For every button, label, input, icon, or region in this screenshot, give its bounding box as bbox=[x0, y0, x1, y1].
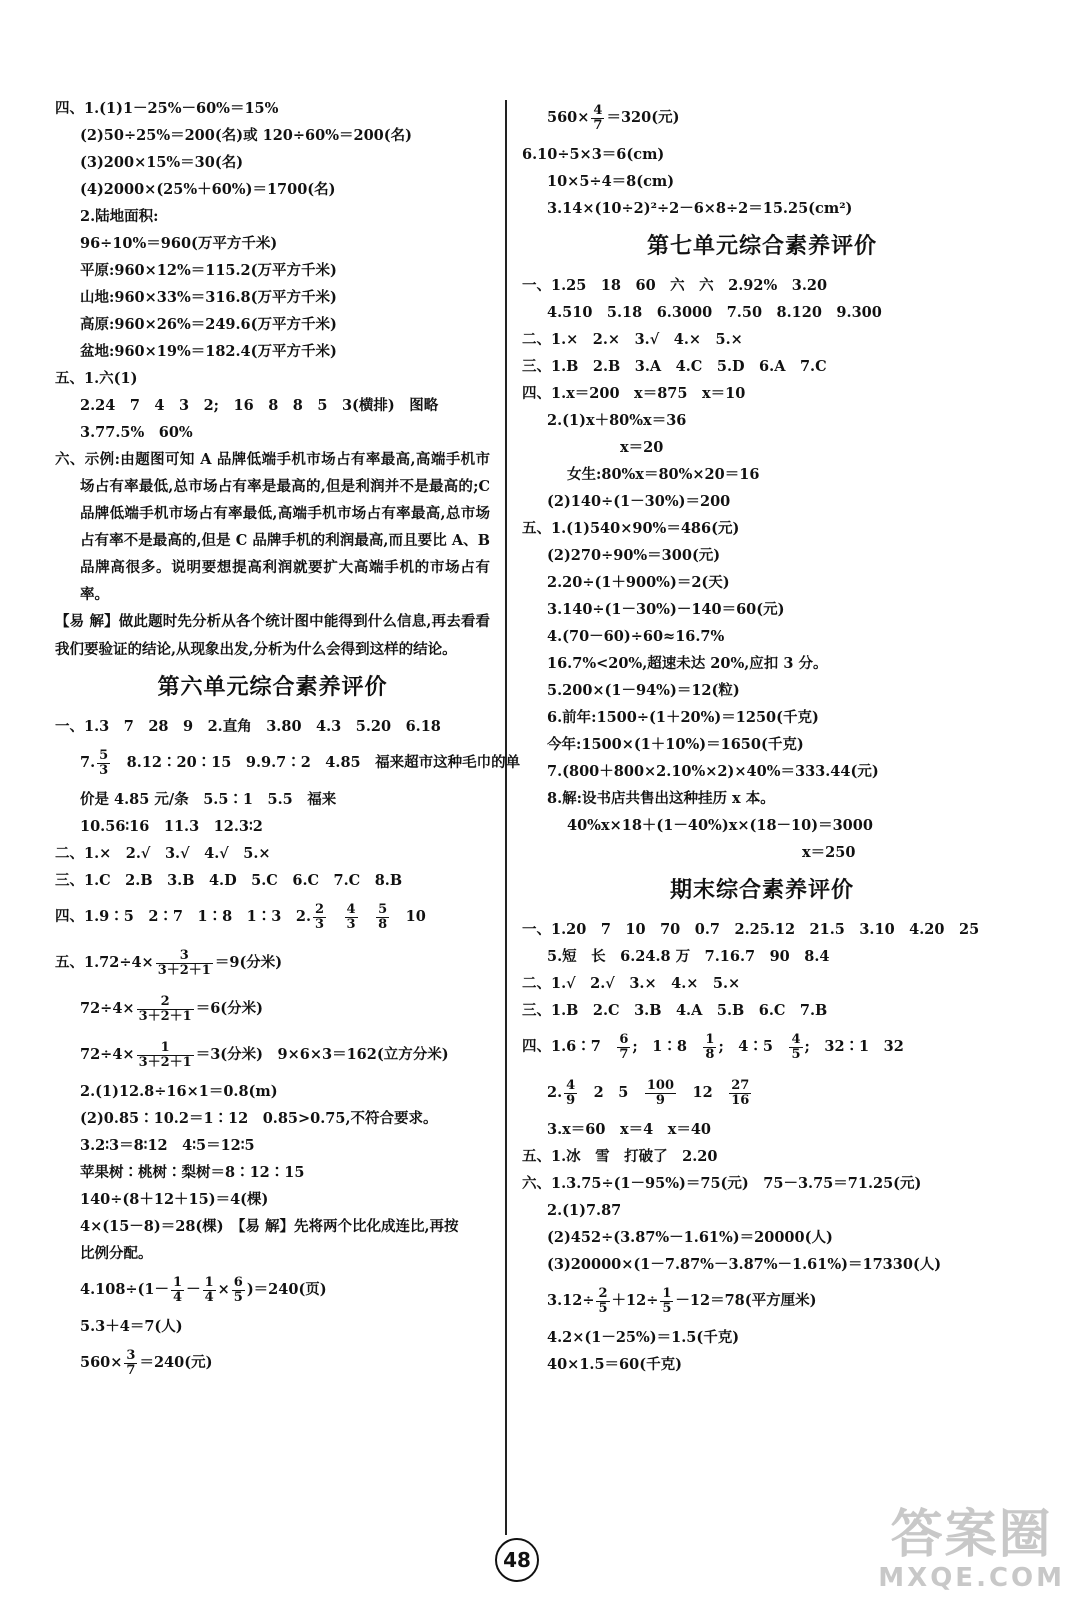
answer-line: 4.510 5.18 6.3000 7.50 8.120 9.300 bbox=[547, 304, 882, 321]
fraction bbox=[564, 1079, 577, 1108]
numerator: 4 bbox=[346, 901, 356, 917]
answer-line: (2)140÷(1－30%)＝200 bbox=[547, 493, 731, 510]
fraction bbox=[617, 1033, 630, 1062]
fraction bbox=[345, 903, 358, 932]
text: 4×(15－8)＝28(棵) bbox=[80, 1218, 224, 1235]
answer-line: 今年:1500×(1＋10%)＝1650(千克) bbox=[547, 736, 804, 753]
text: ; 1∶8 bbox=[632, 1038, 702, 1055]
text: ＝240(元) bbox=[139, 1354, 213, 1371]
answer-line: 3.2∶3＝8∶12 4∶5＝12∶5 bbox=[80, 1137, 255, 1154]
numerator: 3 bbox=[156, 949, 213, 964]
answer-line: 140÷(8＋12＋15)＝4(棵) bbox=[80, 1191, 269, 1208]
tip-paragraph bbox=[55, 608, 490, 663]
answer-line: 7.(800＋800×2.10%×2)×40%＝333.44(元) bbox=[547, 763, 879, 780]
answer-line: 四、1.x＝200 x＝875 x＝10 bbox=[522, 385, 746, 402]
answer-line: 10.56∶16 11.3 12.3∶2 bbox=[80, 818, 263, 835]
answer-line: 3.14×(10÷2)²÷2－6×8÷2＝15.25(cm²) bbox=[547, 200, 853, 217]
numerator: 1 bbox=[137, 1041, 194, 1056]
answer-line: 二、1.× 2.× 3.√ 4.× 5.× bbox=[522, 331, 743, 348]
answer-line: x＝250 bbox=[802, 844, 856, 861]
answer-line: 2.陆地面积: bbox=[80, 208, 159, 225]
fraction bbox=[137, 995, 194, 1024]
denominator: 4 bbox=[173, 1289, 183, 1305]
answer-line: 6.前年:1500÷(1＋20%)＝1250(千克) bbox=[547, 709, 819, 726]
denominator: 3＋2＋1 bbox=[138, 1054, 192, 1070]
fraction bbox=[596, 1287, 609, 1316]
numerator: 2 bbox=[137, 995, 194, 1010]
answer-line: x＝20 bbox=[620, 439, 664, 456]
numerator: 3 bbox=[126, 1347, 136, 1363]
answer-line: 一、1.25 18 60 六 六 2.92% 3.20 bbox=[522, 277, 828, 294]
answer-line: 2.20÷(1＋900%)＝2(天) bbox=[547, 574, 730, 591]
right-column bbox=[522, 95, 1002, 1378]
answer-line: 比例分配。 bbox=[80, 1245, 153, 1262]
text: ＝320(元) bbox=[606, 109, 680, 126]
page-number: 48 bbox=[495, 1538, 539, 1582]
denominator: 8 bbox=[378, 916, 388, 932]
answer-line: 三、1.C 2.B 3.B 4.D 5.C 6.C 7.C 8.B bbox=[55, 872, 403, 889]
text: ＋12÷ bbox=[611, 1292, 659, 1309]
text: 四、1.9∶5 2∶7 1∶8 1∶3 2. bbox=[55, 908, 311, 925]
fraction bbox=[645, 1079, 676, 1108]
section-title: 第七单元综合素养评价 bbox=[646, 234, 877, 259]
numerator: 1 bbox=[705, 1031, 715, 1047]
answer-line: (4)2000×(25%＋60%)＝1700(名) bbox=[80, 181, 336, 198]
numerator: 1 bbox=[662, 1285, 672, 1301]
fraction bbox=[97, 749, 110, 778]
text: )＝240(页) bbox=[246, 1281, 327, 1298]
fraction bbox=[171, 1276, 184, 1305]
answer-line: 3.x＝60 x＝4 x＝40 bbox=[547, 1121, 712, 1138]
answer-line: 96÷10%＝960(万平方千米) bbox=[80, 235, 278, 252]
answer-line bbox=[55, 1340, 490, 1386]
numerator: 5 bbox=[99, 747, 109, 763]
denominator: 3＋2＋1 bbox=[157, 962, 211, 978]
answer-line: 一、1.20 7 10 70 0.7 2.25.12 21.5 3.10 4.20 25 bbox=[522, 921, 980, 938]
text: ＝9(分米) bbox=[214, 954, 283, 971]
answer-line bbox=[522, 1070, 1002, 1116]
text: 五、1.72÷4× bbox=[55, 954, 154, 971]
text: 560× bbox=[547, 109, 590, 126]
answer-line: 六、1.3.75÷(1－95%)＝75(元) 75－3.75＝71.25(元) bbox=[522, 1175, 922, 1192]
numerator: 6 bbox=[619, 1031, 629, 1047]
text: － bbox=[186, 1281, 201, 1298]
text: ; 4∶5 bbox=[718, 1038, 788, 1055]
numerator: 2 bbox=[315, 901, 325, 917]
answer-line: 5.短 长 6.24.8 万 7.16.7 90 8.4 bbox=[547, 948, 830, 965]
answer-line bbox=[55, 894, 490, 940]
answer-line bbox=[55, 1032, 490, 1078]
answer-line: 五、1.六(1) bbox=[55, 370, 138, 387]
answer-line bbox=[55, 1267, 490, 1313]
tip-label: 【易 解】 bbox=[55, 614, 119, 630]
answer-line: 2.(1)12.8÷16×1＝0.8(m) bbox=[80, 1083, 278, 1100]
denominator: 7 bbox=[593, 117, 603, 133]
denominator: 16 bbox=[731, 1092, 750, 1108]
watermark-title: 答案圈 bbox=[890, 1505, 1053, 1565]
answer-line: 三、1.B 2.B 3.A 4.C 5.D 6.A 7.C bbox=[522, 358, 827, 375]
text: 10 bbox=[405, 908, 426, 925]
answer-line: 山地:960×33%＝316.8(万平方千米) bbox=[80, 289, 337, 306]
section-title: 第六单元综合素养评价 bbox=[157, 675, 388, 700]
section-title: 期末综合素养评价 bbox=[669, 878, 854, 903]
numerator: 100 bbox=[646, 1077, 675, 1093]
answer-line bbox=[522, 1024, 1002, 1070]
numerator: 4 bbox=[566, 1077, 576, 1093]
answer-line: (2)270÷90%＝300(元) bbox=[547, 547, 721, 564]
answer-line: (2)50÷25%＝200(名)或 120÷60%＝200(名) bbox=[80, 127, 412, 144]
denominator: 8 bbox=[705, 1046, 715, 1062]
denominator: 9 bbox=[655, 1092, 665, 1108]
answer-line: 高原:960×26%＝249.6(万平方千米) bbox=[80, 316, 337, 333]
answer-line: 16.7%<20%,超速未达 20%,应扣 3 分。 bbox=[547, 655, 828, 672]
answer-line: 40×1.5＝60(千克) bbox=[547, 1356, 682, 1373]
numerator: 4 bbox=[791, 1031, 801, 1047]
denominator: 7 bbox=[126, 1362, 136, 1378]
answer-line: (3)20000×(1－7.87%－3.87%－1.61%)＝17330(人) bbox=[547, 1256, 942, 1273]
answer-line: (2)452÷(3.87%－1.61%)＝20000(人) bbox=[547, 1229, 833, 1246]
answer-line: 苹果树∶桃树∶梨树＝8∶12∶15 bbox=[80, 1164, 305, 1181]
numerator: 4 bbox=[593, 102, 603, 118]
answer-line: 五、1.(1)540×90%＝486(元) bbox=[522, 520, 740, 537]
denominator: 9 bbox=[566, 1092, 576, 1108]
answer-line bbox=[55, 740, 521, 786]
denominator: 5 bbox=[662, 1300, 672, 1316]
denominator: 4 bbox=[204, 1289, 214, 1305]
answer-line: 40%x×18＋(1－40%)x×(18－10)＝3000 bbox=[567, 817, 873, 834]
fraction bbox=[729, 1079, 751, 1108]
tip-label: 【易 解】 bbox=[238, 1219, 294, 1235]
text: 72÷4× bbox=[80, 1046, 135, 1063]
fraction bbox=[789, 1033, 802, 1062]
answer-line: 2.(1)7.87 bbox=[547, 1202, 622, 1219]
fraction bbox=[156, 949, 213, 978]
answer-line: 5.200×(1－94%)＝12(粒) bbox=[547, 682, 740, 699]
answer-line: 2.(1)x＋80%x＝36 bbox=[547, 412, 687, 429]
answer-line: 8.解:设书店共售出这种挂历 x 本。 bbox=[547, 790, 775, 807]
text: 2. bbox=[547, 1084, 563, 1101]
text: 12 bbox=[678, 1084, 728, 1101]
answer-line: 平原:960×12%＝115.2(万平方千米) bbox=[80, 262, 337, 279]
denominator: 5 bbox=[233, 1289, 243, 1305]
answer-line: 5.3＋4＝7(人) bbox=[80, 1318, 183, 1335]
text: 72÷4× bbox=[80, 1000, 135, 1017]
denominator: 3 bbox=[346, 916, 356, 932]
fraction bbox=[137, 1041, 194, 1070]
answer-line: 6.10÷5×3＝6(cm) bbox=[522, 146, 665, 163]
text: 3.12÷ bbox=[547, 1292, 595, 1309]
numerator: 5 bbox=[378, 901, 388, 917]
fraction bbox=[203, 1276, 216, 1305]
denominator: 3＋2＋1 bbox=[138, 1008, 192, 1024]
text: 8.12∶20∶15 9.9.7∶2 4.85 福来超市这种毛巾的单 bbox=[112, 754, 521, 771]
numerator: 6 bbox=[233, 1274, 243, 1290]
fraction bbox=[703, 1033, 716, 1062]
text: 四、1.6∶7 bbox=[522, 1038, 616, 1055]
fraction bbox=[124, 1349, 137, 1378]
answer-line: 女生:80%x＝80%×20＝16 bbox=[567, 466, 760, 483]
answer-line bbox=[522, 95, 1002, 141]
answer-line: 二、1.√ 2.√ 3.× 4.× 5.× bbox=[522, 975, 741, 992]
answer-line: (3)200×15%＝30(名) bbox=[80, 154, 244, 171]
left-column bbox=[55, 95, 521, 1386]
answer-paragraph: 六、示例:由题图可知 A 品牌低端手机市场占有率最高,高端手机市场占有率最低,总市场占有率是最高的,但是利润并不是最高的;C 品牌低端手机市场占有率最低,高端手机市场占有率最高,总市场占有率不是最高的,但是 C 品牌手机的利润最高,而且要比 A、B 品牌高很多。说明要想提高利润就要扩大高端手机的市场占有率。 bbox=[55, 451, 490, 603]
column-divider bbox=[505, 100, 507, 1535]
answer-line: 一、1.3 7 28 9 2.直角 3.80 4.3 5.20 6.18 bbox=[55, 718, 441, 735]
denominator: 5 bbox=[598, 1300, 608, 1316]
tip-text: 做此题时先分析从各个统计图中能得到什么信息,再去看看我们要验证的结论,从现象出发,分析为什么会得到这样的结论。 bbox=[55, 613, 490, 658]
answer-line: 3.140÷(1－30%)－140＝60(元) bbox=[547, 601, 785, 618]
text: 4.108÷(1－ bbox=[80, 1281, 170, 1298]
fraction bbox=[313, 903, 326, 932]
answer-line: 4.2×(1－25%)＝1.5(千克) bbox=[547, 1329, 740, 1346]
denominator: 5 bbox=[791, 1046, 801, 1062]
text: 2 5 bbox=[579, 1084, 643, 1101]
fraction bbox=[232, 1276, 245, 1305]
answer-line bbox=[522, 1278, 1002, 1324]
denominator: 3 bbox=[315, 916, 325, 932]
numerator: 27 bbox=[731, 1077, 750, 1093]
fraction bbox=[376, 903, 389, 932]
answer-line: 10×5÷4＝8(cm) bbox=[547, 173, 675, 190]
fraction bbox=[591, 104, 604, 133]
tip-text: 先将两个比化成连比,再按 bbox=[293, 1218, 459, 1235]
text: －12＝78(平方厘米) bbox=[675, 1292, 817, 1309]
text: ＝3(分米) 9×6×3＝162(立方分米) bbox=[195, 1046, 449, 1063]
answer-line: 二、1.× 2.√ 3.√ 4.√ 5.× bbox=[55, 845, 271, 862]
answer-line bbox=[55, 1213, 490, 1240]
answer-line bbox=[55, 986, 490, 1032]
watermark-url: MXQE.COM bbox=[878, 1563, 1065, 1593]
answer-line: 三、1.B 2.C 3.B 4.A 5.B 6.C 7.B bbox=[522, 1002, 828, 1019]
answer-line: 五、1.冰 雪 打破了 2.20 bbox=[522, 1148, 718, 1165]
answer-line bbox=[55, 940, 490, 986]
watermark bbox=[878, 1506, 1065, 1592]
answer-line: (2)0.85∶10.2＝1∶12 0.85>0.75,不符合要求。 bbox=[80, 1110, 438, 1127]
text: 7. bbox=[80, 754, 96, 771]
denominator: 3 bbox=[99, 762, 109, 778]
answer-line: 2.24 7 4 3 2; 16 8 8 5 3(横排) 图略 bbox=[80, 397, 439, 414]
answer-line: 四、1.(1)1－25%－60%＝15% bbox=[55, 100, 279, 117]
text: 560× bbox=[80, 1354, 123, 1371]
answer-line: 3.77.5% 60% bbox=[80, 424, 193, 441]
fraction bbox=[660, 1287, 673, 1316]
numerator: 2 bbox=[598, 1285, 608, 1301]
denominator: 7 bbox=[619, 1046, 629, 1062]
answer-line: 4.(70－60)÷60≈16.7% bbox=[547, 628, 725, 645]
numerator: 1 bbox=[204, 1274, 214, 1290]
answer-line: 价是 4.85 元/条 5.5∶1 5.5 福来 bbox=[80, 791, 337, 808]
numerator: 1 bbox=[173, 1274, 183, 1290]
text: ; 32∶1 32 bbox=[804, 1038, 904, 1055]
text: ＝6(分米) bbox=[195, 1000, 264, 1017]
answer-line: 盆地:960×19%＝182.4(万平方千米) bbox=[80, 343, 337, 360]
text: × bbox=[217, 1281, 230, 1298]
